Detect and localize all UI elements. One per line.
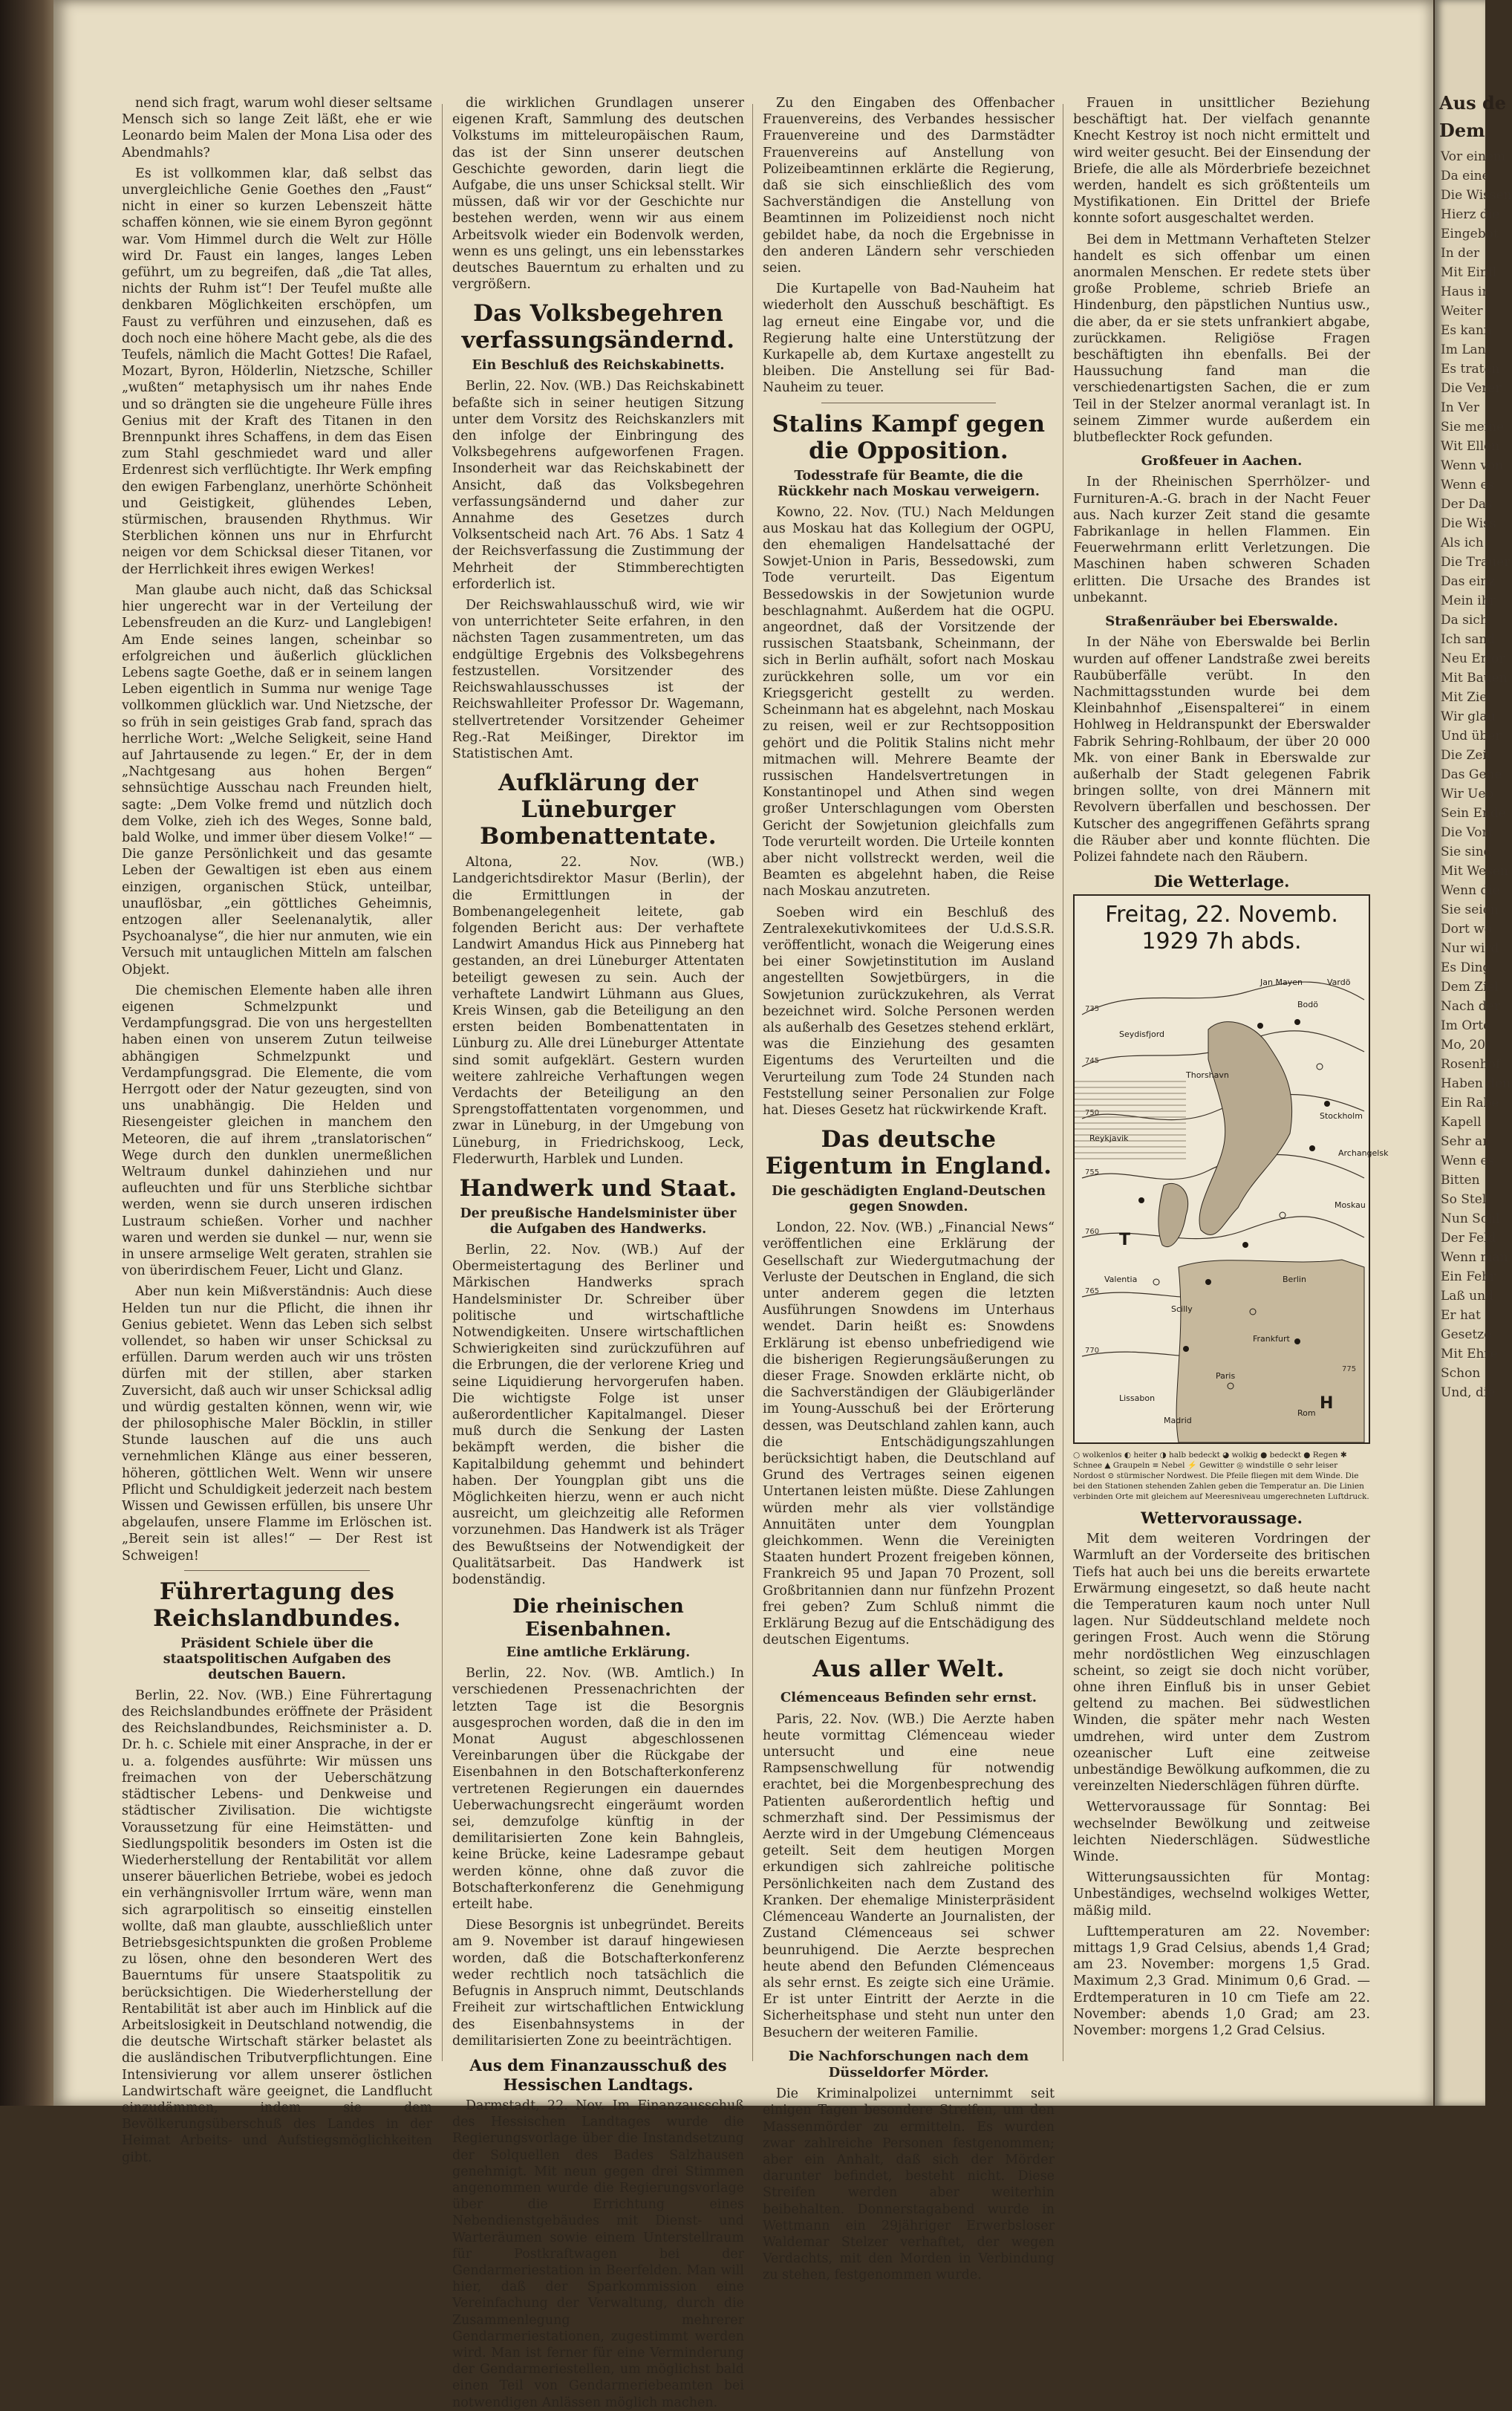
headline-wetterlage: Die Wetterlage. <box>1153 872 1290 891</box>
paragraph: Es ist vollkommen klar, daß selbst das unvergleichliche Genie Goethes den „Faust“ nicht in einer so kurzen Lebenszeit hätte schaffen können, wie sie einem Byron gegönnt war. Vom Himmel durch die Welt zur Hölle wird Dr. Faust ein langes, langes Leben geführt, um zu begreifen, daß „die Tat alles, nichts der Ruhm ist“! Der Teufel mußte alle denkbaren Möglichkeiten erschöpfen, um Faust zu verführen und einzusehen, daß es doch noch eine höhere Macht gebe, als die des Teufels, nämlich die Macht Gottes! Die Rafael, Mozart, Byron, Hölderlin, Nietzsche, Schiller „wußten“ metaphysisch um ihr nahes Ende und so drängten sie die ungeheure Fülle ihres Genius mit der Kraft des Titanen in den Brennpunkt ihres Schaffens, in dem das Eisen zum Stahl geschmiedet ward und aller Erdenrest sich verflüchtigte. Ihr Werk empfing den ewigen Farbenglanz, unerhörte Schönheit und Geistigkeit, glühendes Leben, stürmischen, brausenden Rhythmus. Wir Sterblichen können uns nur in Ehrfurcht neigen vor dem Schicksal dieser Titanen, vor der Herrlichkeit ihres ewigen Werkes! <box>122 166 432 577</box>
adjacent-text-line: Der Das <box>1441 497 1493 512</box>
continent-landmass <box>1176 1260 1364 1442</box>
adjacent-subheadline: Dem <box>1439 120 1485 141</box>
book-binding-shadow <box>0 0 53 2106</box>
subheadline-eigentum: Die geschädigten England-Deutschen gegen Snowden. <box>772 1184 1046 1215</box>
subheadline-eisenbahnen: Eine amtliche Erklärung. <box>506 1645 691 1661</box>
adjacent-text-line: Und, die <box>1441 1385 1496 1400</box>
map-isobar-label: 770 <box>1085 1347 1100 1356</box>
svg-text:H: H <box>1320 1394 1334 1413</box>
paragraph: Kowno, 22. Nov. (TU.) Nach Meldungen aus Moskau hat das Kollegium der OGPU, den ehemaligen Handelsattaché der Sowjet-Union in Paris, Bessedowski, zum Tode verurteilt. Das Eigentum Bessedowskis in der Sowjetunion wurde beschlagnahmt. Außerdem hat die OGPU. angeordnet, daß der Vorsitzende der russischen Staatsbank, Scheinmann, der sich in Berlin aufhält, sofort nach Moskau zurückkehren solle, um vor ein Kriegsgericht gestellt zu werden. Scheinmann hat es abgelehnt, nach Moskau zu reisen, weil er zur Rechtsopposition gehört und die Politik Stalins nicht mehr mitmachen will. Mehrere Beamte der russischen Handelsvertretungen in Konstantinopel und Athen sind wegen großer Unterschlagungen vom Obersten Gericht der Sowjetunion gleichfalls zum Tode verurteilt worden. Die Urteile konnten aber nicht vollstreckt werden, weil die Beamten es abgelehnt haben, die Reise nach Moskau anzutreten. <box>763 504 1055 899</box>
map-place-label: Vardö <box>1327 977 1351 988</box>
adjacent-text-line: Mein ihr <box>1441 593 1496 608</box>
adjacent-text-line: Die Zeit <box>1441 748 1492 763</box>
article-eigentum <box>763 1220 1055 1648</box>
adjacent-text-line: Die Wiss <box>1441 516 1496 531</box>
map-place-label: Stockholm <box>1320 1111 1363 1122</box>
adjacent-text-line: Wir Ueb <box>1441 787 1494 801</box>
map-place-label: Scilly <box>1171 1304 1193 1315</box>
column-rule <box>442 104 443 2061</box>
map-place-label: Reykjavik <box>1089 1133 1129 1144</box>
adjacent-text-line: Wenn von <box>1441 458 1504 473</box>
paragraph: Wettervoraussage für Sonntag: Bei wechselnder Bewölkung und zeitweise leichten Niederschlägen. Südwestliche Winde. <box>1073 1800 1370 1864</box>
adjacent-text-line: Weiter <box>1441 304 1483 319</box>
subheadline-volksbegehren: Ein Beschluß des Reichskabinetts. <box>472 358 725 374</box>
map-place-label: Madrid <box>1164 1416 1192 1426</box>
adjacent-text-line: Und über <box>1441 729 1502 744</box>
map-isobar-label: 750 <box>1085 1109 1100 1118</box>
map-isobar-label: 755 <box>1085 1168 1100 1177</box>
adjacent-text-line: Ich sand <box>1441 632 1496 647</box>
headline-eisenbahnen: Die rheinischen Eisenbahnen. <box>512 1595 684 1642</box>
headline-finanzausschuss: Aus dem Finanzausschuß des Hessischen Landtags. <box>469 2055 727 2094</box>
article-volksbegehren <box>452 378 744 762</box>
map-isobar-label: 735 <box>1085 1005 1100 1014</box>
intro-paragraph: die wirklichen Grundlagen unserer eigenen Kraft, Sammlung des deutschen Volkstums im mitteleuropäischen Raum, das ist der Sinn unserer deutschen Geschichte geworden, darin liegt die Aufgabe, die uns unser Schicksal stellt. Wir müssen, daß wir vor der Geschichte nur bestehen werden, wenn wir aus einem Arbeitsvolk wieder ein Bodenvolk werden, wenn es uns gelingt, uns ein lebensstarkes deutsches Bauerntum zu erhalten und zu vergrößern. <box>452 96 744 293</box>
paragraph: Mit dem weiteren Vordringen der Warmluft an der Vorderseite des britischen Tiefs hat auch bei uns die bereits erwartete Erwärmung eingesetzt, so daß heute nacht die Temperaturen kaum noch unter Null lagen. Nur Süddeutschland meldete noch geringen Frost. Auch wenn die Störung mehr nordöstlichen Weg einzuschlagen scheint, so zeigt sie doch nicht vorüber, ohne ihren Einfluß bis in unser Gebiet geltend zu machen. Bei südwestlichen Winden, die später mehr nach Westen umdrehen, wird unter dem Zustrom ozeanischer Luft eine zeitweise unbeständige Bewölkung aufkommen, die zu vereinzelten Niederschlägen führen dürfte. <box>1073 1532 1370 1795</box>
section-strassenraeuber: Straßenräuber bei Eberswalde. <box>1105 614 1338 630</box>
weather-map-graphic <box>1075 896 1389 1442</box>
article-nachforschungen <box>763 2086 1055 2283</box>
adjacent-text-line: Laß und <box>1441 1289 1493 1304</box>
adjacent-text-line: Sie seien <box>1441 902 1499 917</box>
adjacent-text-line: Haus in <box>1441 284 1490 299</box>
map-isobar-label: 745 <box>1085 1057 1100 1066</box>
adjacent-text-line: Mit Bauen <box>1441 671 1508 686</box>
adjacent-text-line: Haben den <box>1441 1076 1511 1091</box>
intro-paragraphs <box>1073 95 1370 446</box>
column-3 <box>763 95 1055 2283</box>
map-place-label: Seydisfjord <box>1119 1029 1164 1040</box>
adjacent-text-line: Die Vort <box>1441 825 1493 840</box>
adjacent-text-line: Wenn es <box>1441 478 1495 492</box>
paragraph: In der Rheinischen Sperrhölzer- und Furnituren-A.-G. brach in der Nacht Feuer aus. Nach kurzer Zeit stand die gesamte Fabrikanlage in hellen Flammen. Ein Feuerwehrmann erlitt Verletzungen. Die Maschinen haben schweren Schaden erlitten. Die Ursache des Brandes ist unbekannt. <box>1073 475 1370 605</box>
article-divider <box>184 1570 371 1571</box>
adjacent-text-line: Ein Fehr <box>1441 1269 1496 1284</box>
faust-essay <box>122 95 432 1564</box>
adjacent-text-line: Nur wird <box>1441 941 1499 956</box>
section-clemenceau: Clémenceaus Befinden sehr ernst. <box>780 1690 1037 1706</box>
headline-volksbegehren: Das Volksbegehren verfassungsändernd. <box>461 300 735 354</box>
newspaper-page <box>53 0 1433 2410</box>
adjacent-text-line: Wenn man <box>1441 1250 1508 1265</box>
article-stalin <box>763 504 1055 1119</box>
paragraph: Berlin, 22. Nov. (WB.) Auf der Obermeistertagung des Berliner und Märkischen Handwerks sprach Handelsminister Dr. Schreiber über politische und wirtschaftliche Notwendigkeiten. Unsere wirtschaftlichen Schwierigkeiten sind zurückzuführen auf die Erbrungen, die der verlorene Krieg und seine Liquidierung hervorgerufen haben. Die wichtigste Folge ist unser außerordentlicher Kapitalmangel. Dieser muß durch die Senkung der Lasten bekämpft werden, die bisher die Kapitalbildung gehemmt und behindert haben. Der Youngplan gibt uns die Möglichkeiten hierzu, wenn er auch nicht ausreicht, um gleichzeitig alle Reformen vorzunehmen. Das Handwerk ist als Träger des Bewußtseins der Notwendigkeit der Qualitätsarbeit. Das Handwerk ist bodenständig. <box>452 1242 744 1588</box>
adjacent-text-line: Wit Ellen <box>1441 439 1500 454</box>
article-grossfeuer <box>1073 474 1370 606</box>
weather-map-title: Freitag, 22. Novemb. 1929 7h abds. <box>1105 902 1338 955</box>
paragraph: Die Kurtapelle von Bad-Nauheim hat wiederholt den Ausschuß beschäftigt. Es lag erneut eine Eingabe vor, und die Regierung halte eine Unterstützung der Kurkapelle ab, dem Kurtaxe angestellt zu bleiben. Die Anstellung sei für Bad-Nauheim zu teuer. <box>763 282 1055 396</box>
column-rule <box>752 104 753 2061</box>
map-place-label: Archangelsk <box>1338 1148 1389 1159</box>
paragraph: Berlin, 22. Nov. (WB. Amtlich.) In verschiedenen Pressenachrichten der letzten Tage ist die Besorgnis ausgesprochen worden, daß die in den im Monat August abgeschlossenen Vereinbarungen über die Rückgabe der Eisenbahnen in den Botschafterkonferenz vertretenen Regierungen ein dauerndes Ueberwachungsrecht eingeräumt worden sei, demzufolge künftig in der demilitarisierten Zone kein Bahngleis, keine Brücke, keine Ladesrampe gebaut werden könne, ohne daß zuvor die Botschafterkonferenz die Genehmigung erteilt habe. <box>452 1666 744 1913</box>
adjacent-text-line: Die Wissen <box>1441 188 1512 203</box>
map-isobar-label: 765 <box>1085 1287 1100 1296</box>
map-place-label: Bodö <box>1297 1000 1318 1010</box>
map-place-label: Berlin <box>1283 1275 1306 1285</box>
adjacent-text-line: Wenn es <box>1441 1154 1495 1168</box>
adjacent-text-line: Eingebot <box>1441 227 1499 241</box>
map-place-label: Valentia <box>1104 1275 1138 1285</box>
weather-map-legend: ○ wolkenlos ◐ heiter ◑ halb bedeckt ◕ wolkig ● bedeckt ● Regen ✱ Schnee ▲ Graupeln ≡ Nebel ⚡ Gewitter ◎ windstille ⊙ sehr leiser Nordost ⊙ stürmischer Nordwest. Die Pfeile fliegen mit dem Winde. Die bei den Stationen stehenden Zahlen geben die Temperatur an. Die Linien verbinden Orte mit gleichem auf Meeresniveau umgerechneten Luftdruck. <box>1073 1451 1369 1502</box>
adjacent-text-line: Wir glau <box>1441 709 1496 724</box>
column-2 <box>452 95 744 2410</box>
adjacent-text-line: Kapell <box>1441 1115 1482 1130</box>
adjacent-text-line: Es Ding <box>1441 960 1491 975</box>
adjacent-text-line: Der Feld <box>1441 1231 1496 1246</box>
adjacent-text-line: Wenn die <box>1441 883 1500 898</box>
paragraph: Die chemischen Elemente haben alle ihren eigenen Schmelzpunkt und Verdampfungsgrad. Die von uns hergestellten haben einen von unserem Zutun teilweise abhängigen Schmelzpunkt und Verdampfungsgrad. Die Elemente, die vom Herrgott oder der Natur gezeugten, sind von uns unabhängig. Die Helden und Riesengeister gleichen in manchem den Meteoren, die auf ihrem „translatorischen“ Wege durch den dunklen unermeßlichen Weltraum dunkel dahinziehen und nur aufleuchten und für uns Sterbliche sichtbar werden, wenn sie durch unseren irdischen Lustraum schießen. Vorher und nachher waren und werden sie dunkel — nur, wenn sie in unsere armselige Welt geraten, strahlen sie von überirdischem Feuer, Licht und Glanz. <box>122 983 432 1279</box>
map-place-label: Rom <box>1297 1408 1316 1419</box>
paragraph: Die Kriminalpolizei unternimmt seit einigen Tagen besondere Streifen, um den Massenmörder zu ermitteln. Es wurden zwar zahlreiche Personen festgenommen; aber ein Anhalt, daß sich der Mörder darunter befindet, besteht nicht. Diese Streifen werden aber weiterhin beibehalten. Donnerstagabend wurde in Wettmann ein 29jähriger Erwerbsloser Waldemar Stelzer verhaftet, der wegen Verdachts, mit den Morden in Verbindung zu stehen, festgenommen wurde. <box>763 2086 1055 2283</box>
weather-map <box>1073 894 1389 1444</box>
adjacent-text-line: Sie sind <box>1441 845 1492 859</box>
map-place-label: Jan Mayen <box>1260 977 1303 988</box>
map-place-label: Frankfurt <box>1253 1334 1290 1344</box>
paragraph: London, 22. Nov. (WB.) „Financial News“ veröffentlichen eine Erklärung der Gesellschaft zur Wiedergutmachung der Verluste der Deutschen in England, die sich unter anderem gegen die letzten Ausführungen Snowdens im Unterhaus wendet. Darin heißt es: Snowdens Erklärung ist ebenso unbefriedigend wie die bisherigen Regierungsäußerungen zu dieser Frage. Snowden erklärte nicht, ob die Sachverständigen der Gläubigerländer im Young-Ausschuß bei der Erörterung dessen, was Deutschland zahlen kann, auch die Entschädigungszahlungen berücksichtigt haben, die Deutschland auf Grund des Vertrages seinen eigenen Untertanen leisten müßte. Diese Zahlungen würden mehr als vier vollständige Annuitäten unter dem Youngplan gleichkommen. Wenn die Vereinigten Staaten hundert Prozent freigeben können, Frankreich 95 und Japan 70 Prozent, soll Großbritannien dann nur fünfzehn Prozent frei geben? Zum Schluß nimmt die Erklärung Bezug auf die Entschädigung des deutschen Eigentums. <box>763 1220 1055 1648</box>
adjacent-text-line: Dem Ziel <box>1441 980 1499 995</box>
article-wettervoraussage <box>1073 1531 1370 2039</box>
paragraph: In der Nähe von Eberswalde bei Berlin wurden auf offener Landstraße zwei bereits Raubüberfälle verübt. In den Nachmittagsstunden wurde bei dem Kleinbahnhof „Eisenspalterei“ in einem Hohlweg in Heldranspunkt der Eberswalder Fabrik Sehring-Rohlbaum, der über 20 000 Mk. von einer Bank in Eberswalde zur außerhalb der Stadt gelegenen Fabrik bringen sollte, von drei Männern mit Revolvern überfallen und beschossen. Der Kutscher des angegriffenen Gefährts sprang die Räuber aber und konnte flüchten. Die Polizei fahndete nach den Räubern. <box>1073 635 1370 865</box>
paragraph: Frauen in unsittlicher Beziehung beschäftigt hat. Der vielfach genannte Knecht Kestroy ist noch nicht ermittelt und wird weiter gesucht. Bei der Einsendung der Briefe, die alle als Mörderbriefe bezeichnet werden, handelt es sich größtenteils um Mystifikationen. Ein Drittel der Briefe konnte sofort ausgeschaltet werden. <box>1073 96 1370 227</box>
adjacent-text-line: Die Trauer <box>1441 555 1511 570</box>
headline-eigentum: Das deutsche Eigentum in England. <box>765 1126 1052 1180</box>
adjacent-text-line: Schon <box>1441 1366 1481 1381</box>
headline-lueneburg: Aufklärung der Lüneburger Bombenattentate. <box>480 769 717 850</box>
paragraph: Altona, 22. Nov. (WB.) Landgerichtsdirektor Masur (Berlin), der die Ermittlungen in der Bombenangelegenheit leitete, gab folgenden Bericht aus: Der verhaftete Landwirt Amandus Hick aus Pinneberg hat gestanden, an drei Lüneburger Attentaten beteiligt gewesen zu sein. Auch der verhaftete Landwirt Lühmann aus Glues, Kreis Winsen, gab die Beteiligung an den ersten beiden Bombenattentaten in Lünburg zu. Alle drei Lüneburger Attentate sind somit aufgeklärt. Gestern wurden weitere zahlreiche Verhaftungen wegen Verdachts der Beteiligung an den Sprengstoffattentaten vorgenommen, und zwar in Lüneburg, in der Umgebung von Lüneburg, in Friedrichskoog, Leck, Flederwurth, Harblek und Lunden. <box>452 855 744 1167</box>
map-place-label: Paris <box>1216 1371 1236 1382</box>
column-4 <box>1073 95 1389 2076</box>
adjacent-text-line: Hierz die <box>1441 207 1500 222</box>
headline-stalin: Stalins Kampf gegen die Opposition. <box>772 410 1046 464</box>
adjacent-headline: Aus de <box>1439 92 1506 114</box>
adjacent-text-line: Mit Ziel <box>1441 690 1491 705</box>
adjacent-text-line: Die Verer <box>1441 381 1502 396</box>
scandinavia-landmass <box>1199 1022 1292 1235</box>
paragraph: Paris, 22. Nov. (WB.) Die Aerzte haben heute vormittag Clémenceau wieder untersucht und eine neue Rampsenschwellung für notwendig erachtet, bei die Morgenbesprechung des Patienten außerordentlich heftig und schmerzhaft sind. Der Pessimismus der Aerzte wird in der Umgebung Clémenceaus geteilt. Seit dem heutigen Morgen erkundigen sich zahlreiche politische Persönlichkeiten nach dem Zustand des Kranken. Der ehemalige Ministerpräsident Clémenceau Wanderte an Journalisten, der Zustand Clémenceaus sei schwer beunruhigend. Die Aerzte besprechen heute abend den Befunden Clémenceaus als sehr ernst. Es zeigte sich eine Urämie. Er ist unter Eintritt der Aerzte in die Sicherheitsphase und steht nun unter den Besuchern der weiteren Familie. <box>763 1711 1055 2040</box>
paragraph: Der Reichswahlausschuß wird, wie wir von unterrichteter Seite erfahren, in den nächsten Tagen zusammentreten, um das endgültige Ergebnis des Volksbegehrens festzustellen. Vorsitzender des Reichswahlausschusses ist der Reichswahlleiter Professor Dr. Wagemann, stellvertretender Vorsitzender Geheimer Reg.-Rat Meißinger, Direktor im Statistischen Amt. <box>452 598 744 761</box>
adjacent-text-line: Mo, 20 <box>1441 1038 1486 1052</box>
headline-aus-aller-welt: Aus aller Welt. <box>812 1656 1005 1683</box>
adjacent-text-line: Mit Einfl <box>1441 265 1497 280</box>
paragraph: Darmstadt, 22. Nov. Im Finanzausschuß des Hessischen Landtages wurde die Regierungsvorlage über die Instandsetzung der Solquellen des Bades Salzhausen genehmigt. Mit neun gegen drei Stimmen angenommen wurde die Regierungsvorlage über die Errichtung eines Nebendienstgebäudes mit Dienst- und Warteräumen sowie einem Unterstellraum für Postkraftwagen bei der Gendarmeriestation in Beerfelden. Man will hier, daß der Sparkommission eine Vereinfachung der Verwaltung, durch die Zusammenlegung mehrerer Gendarmeriestationen, zugestimmt werden wird. Man ist ferner für eine Verminderung der Gendarmeriestellen, um möglichst bald einen Teil von Gendarmeriebeamten bei notwendigen Anlässen möglich machen. <box>452 2098 744 2410</box>
adjacent-text <box>1435 147 1512 1402</box>
adjacent-page-edge <box>1435 0 1512 2106</box>
adjacent-text-line: Das Gehe <box>1441 767 1502 782</box>
adjacent-text-line: Nun Schl <box>1441 1211 1500 1226</box>
column-1 <box>122 95 432 2165</box>
adjacent-text-line: Neu Erfor <box>1441 651 1505 666</box>
article-eisenbahnen <box>452 1665 744 2049</box>
paragraph: nend sich fragt, warum wohl dieser seltsame Mensch sich so lange Zeit läßt, ehe er wie Leonardo beim Malen der Mona Lisa oder des Abendmahls? <box>122 96 432 160</box>
article-fuehrertagung <box>122 1688 432 2166</box>
isobar <box>1082 982 1364 1015</box>
article-lueneburg <box>452 854 744 1168</box>
subheadline-handwerk: Der preußische Handelsminister über die Aufgaben des Handwerks. <box>460 1206 737 1237</box>
adjacent-text-line: Mit Wesen <box>1441 864 1508 879</box>
adjacent-text-line: Vor einem <box>1441 149 1506 164</box>
map-isobar-label: 775 <box>1342 1365 1357 1374</box>
subheadline-fuehrertagung: Präsident Schiele über die staatspolitischen Aufgaben des deutschen Bauern. <box>163 1636 391 1682</box>
headline-wettervoraussage: Wettervoraussage. <box>1141 1509 1303 1528</box>
adjacent-text-line: Nach der <box>1441 999 1500 1014</box>
adjacent-text-line: Bitten <box>1441 1173 1480 1188</box>
adjacent-text-line: Da sich <box>1441 613 1488 628</box>
section-nachforschungen: Die Nachforschungen nach dem Düsseldorfer Mörder. <box>788 2048 1029 2080</box>
intro-paragraphs <box>763 95 1055 397</box>
adjacent-text-line: Rosenhof <box>1441 1057 1501 1072</box>
paragraph: Witterungsaussichten für Montag: Unbeständiges, wechselnd wolkiges Wetter, mäßig mild. <box>1073 1870 1370 1919</box>
svg-text:T: T <box>1119 1231 1131 1250</box>
adjacent-text-line: In Ver <box>1441 400 1479 415</box>
article-clemenceau <box>763 1711 1055 2041</box>
adjacent-text-line: In der <box>1441 246 1480 261</box>
paragraph: Aber nun kein Mißverständnis: Auch diese Helden tun nur die Pflicht, die ihnen ihr Genius gebietet. Wenn das Leben sich selbst vollendet, so haben wir unser Schicksal zu erfüllen. Darum werden auch wir uns trösten dürfen mit der stillen, aber starken Zuversicht, daß auch wir unser Schicksal adlig und würdig gestalten können, wenn wir, wie der philosophische Maler Böcklin, in stiller Stunde lauschen auf die uns auch vernehmlichen Klänge aus einer besseren, höheren, göttlichen Welt. Wenn wir unsere Pflicht und Schuldigkeit jederzeit nach bestem Wissen und Gewissen erfüllen, bis unsere Uhr abgelaufen, unsere Flamme im Erlöschen ist. „Bereit sein ist alles!“ — Der Rest ist Schweigen! <box>122 1284 432 1564</box>
adjacent-text-line: Er hat <box>1441 1308 1481 1323</box>
adjacent-text-line: Als ich <box>1441 536 1484 550</box>
article-strassenraeuber <box>1073 634 1370 865</box>
adjacent-text-line: Sehr an <box>1441 1134 1491 1149</box>
paragraph: Man glaube auch nicht, daß das Schicksal hier ungerecht war in der Verteilung der Lebensfreuden an die Kurz- und Langlebigen! Am Ende seines langen, scheinbar so erfolgreichen und äußerlich glücklichen Lebens sagte Goethe, daß er in seinem langen Leben eigentlich in Summa nur wenige Tage vollkommen glücklich war. Und Nietzsche, der so früh in sein geistiges Grab fand, sprach das herrliche Wort: „Welche Seligkeit, seine Hand auf Jahrtausende zu legen.“ Er, der in dem „Nachtgesang aus hohen Bergen“ sehnsüchtige Ausschau nach Freunden hielt, sagte: „Dem Volke fremd und nützlich doch dem Volke, zieh ich des Weges, Sonne bald, bald Wolke, und immer über diesem Volke!“ — Die ganze Persönlichkeit und das gesamte Leben der Gewaltigen ist eben aus einem einzigen, organischen Stück, unteilbar, unauflösbar, „ein göttliches Geheimnis, entzogen aller Seelenanalytik, aller Psychoanalyse“, die hier nur anmuten, wie ein Versuch mit untauglichen Mitteln am falschen Objekt. <box>122 582 432 977</box>
adjacent-text-line: Es traten <box>1441 362 1500 377</box>
britain-landmass <box>1159 1184 1188 1247</box>
article-finanzausschuss <box>452 2098 744 2411</box>
adjacent-text-line: Dort wo <box>1441 922 1493 937</box>
subheadline-stalin: Todesstrafe für Beamte, die die Rückkehr nach Moskau verweigern. <box>778 468 1040 499</box>
adjacent-text-line: Gesetze <box>1441 1327 1492 1342</box>
paragraph: Diese Besorgnis ist unbegründet. Bereits am 9. November ist darauf hingewiesen worden, daß die Botschafterkonferenz weder rechtlich noch tatsächlich die Befugnis in Anspruch nimmt, Deutschlands Freiheit zur wirtschaftlichen Entwicklung des Eisenbahnsystems in der demilitarisierten Zone zu beeinträchtigen. <box>452 1918 744 2049</box>
section-grossfeuer: Großfeuer in Aachen. <box>1141 453 1303 469</box>
headline-fuehrertagung: Führertagung des Reichslandbundes. <box>153 1578 401 1632</box>
paragraph: Soeben wird ein Beschluß des Zentralexekutivkomitees der U.d.S.S.R. veröffentlicht, wonach die Weigerung eines bei einer Sowjetinstitution im Ausland angestellten Sowjetbürgers, in die Sowjetunion zurückzukehren, als Verrat bezeichnet wird. Solche Personen werden als außerhalb des Gesetzes stehend erklärt, was die Einziehung des gesamten Eigentums des Verurteilten und die Verurteilung zum Tode 24 Stunden nach Feststellung seiner Personalien zur Folge hat. Dieses Gesetz hat rückwirkende Kraft. <box>763 905 1055 1118</box>
adjacent-text-line: Es kann <box>1441 323 1492 338</box>
adjacent-text-line: Im Lan <box>1441 342 1486 357</box>
article-handwerk <box>452 1242 744 1588</box>
paragraph: Zu den Eingaben des Offenbacher Frauenvereins, des Verbandes hessischer Frauenvereine und des Darmstädter Frauenvereins auf Anstellung von Polizeibeamtinnen erklärte die Regierung, daß sie sich einschließlich des vom Sachverständigen die Anstellung von Beamtinnen im Polizeidienst noch nicht gebildet habe, da noch die Ergebnisse in den anderen Ländern sehr verschieden seien. <box>763 96 1055 276</box>
paragraph: Berlin, 22. Nov. (WB.) Eine Führertagung des Reichslandbundes eröffnete der Präsident des Reichslandbundes, Reichsminister a. D. Dr. h. c. Schiele mit einer Ansprache, in der er u. a. folgendes ausführte: Wir müssen uns freimachen von der Ueberschätzung städtischer Lebens- und Denkweise und städtischer Zivilisation. Die wichtigste Voraussetzung für eine Heimstätten- und Siedlungspolitik besonders im Osten ist die Wiederherstellung der Rentabilität vor allem unserer bäuerlichen Betriebe, wobei es jedoch ein verhängnisvoller Irrtum wäre, wenn man sich agrarpolitisch so einseitig einstellen wollte, daß man glaubte, ausschließlich unter Betriebsgesichtspunkten die großen Probleme zu lösen, ohne den besonderen Wert des Bauerntums für unsere Staatspolitik zu berücksichtigen. Die Wiederherstellung der Rentabilität ist aber auch im Hinblick auf die Arbeitslosigkeit in Deutschland notwendig, die die deutsche Wirtschaft stärker belastet als die ausländischen Tributverpflichtungen. Eine Intensivierung vor allem unserer östlichen Landwirtschaft wäre geeignet, die Landflucht einzudämmen, indem sie dem Bevölkerungsüberschuß des Landes in der Heimat Arbeits- und Aufstiegsmöglichkeiten gibt. <box>122 1688 432 2165</box>
landmass-outlines <box>1159 1022 1364 1442</box>
paragraph: Berlin, 22. Nov. (WB.) Das Reichskabinett befaßte sich in seiner heutigen Sitzung unter dem Vorsitz des Reichskanzlers mit den infolge der Einbringung des Volksbegehrens aufgeworfenen Fragen. Insonderheit war das Reichskabinett der Ansicht, daß das Volksbegehren verfassungsändernd und daher zur Annahme des Gesetzes durch Volksentscheid nach Art. 76 Abs. 1 Satz 4 der Reichsverfassung die Zustimmung der Mehrheit der Stimmberechtigten erforderlich ist. <box>452 379 744 592</box>
paragraph: Bei dem in Mettmann Verhafteten Stelzer handelt es sich offenbar um einen anormalen Menschen. Er redete stets über große Probleme, schrieb Briefe an Hindenburg, den päpstlichen Nuntius usw., die aber, da er sie stets unfrankiert abgabe, zurückkamen. Religiöse Fragen beschäftigten ihn ebenfalls. Bei der Haussuchung fand man die verschiedenartigsten Sachen, die er zum Teil in der Stelzer anormal veranlagt ist. In seinem Zimmer wurde außerdem ein blutbefleckter Rock gefunden. <box>1073 232 1370 446</box>
adjacent-text-line: Ein Rabe <box>1441 1096 1499 1110</box>
adjacent-text-line: Im Orte <box>1441 1018 1491 1033</box>
map-place-label: Lissabon <box>1119 1393 1156 1404</box>
paragraph: Lufttemperaturen am 22. November: mittags 1,9 Grad Celsius, abends 1,4 Grad; am 23. November: morgens 1,5 Grad. Maximum 2,3 Grad. Minimum 0,6 Grad. — Erdtemperaturen in 10 cm Tiefe am 22. November: abends 1,0 Grad; am 23. November: morgens 1,2 Grad Celsius. <box>1073 1924 1370 2039</box>
map-place-label: Moskau <box>1335 1200 1366 1211</box>
adjacent-text-line: Das einz <box>1441 574 1496 589</box>
headline-handwerk: Handwerk und Staat. <box>459 1174 737 1202</box>
adjacent-text-line: So Stell <box>1441 1192 1490 1207</box>
map-isobar-label: 760 <box>1085 1228 1100 1237</box>
adjacent-text-line: Da eine <box>1441 169 1490 183</box>
adjacent-text-line: Sie meine <box>1441 420 1505 435</box>
adjacent-text-line: Mit Ehre <box>1441 1347 1498 1361</box>
adjacent-text-line: Sein Ende <box>1441 806 1506 821</box>
map-place-label: Thorshavn <box>1186 1070 1229 1081</box>
